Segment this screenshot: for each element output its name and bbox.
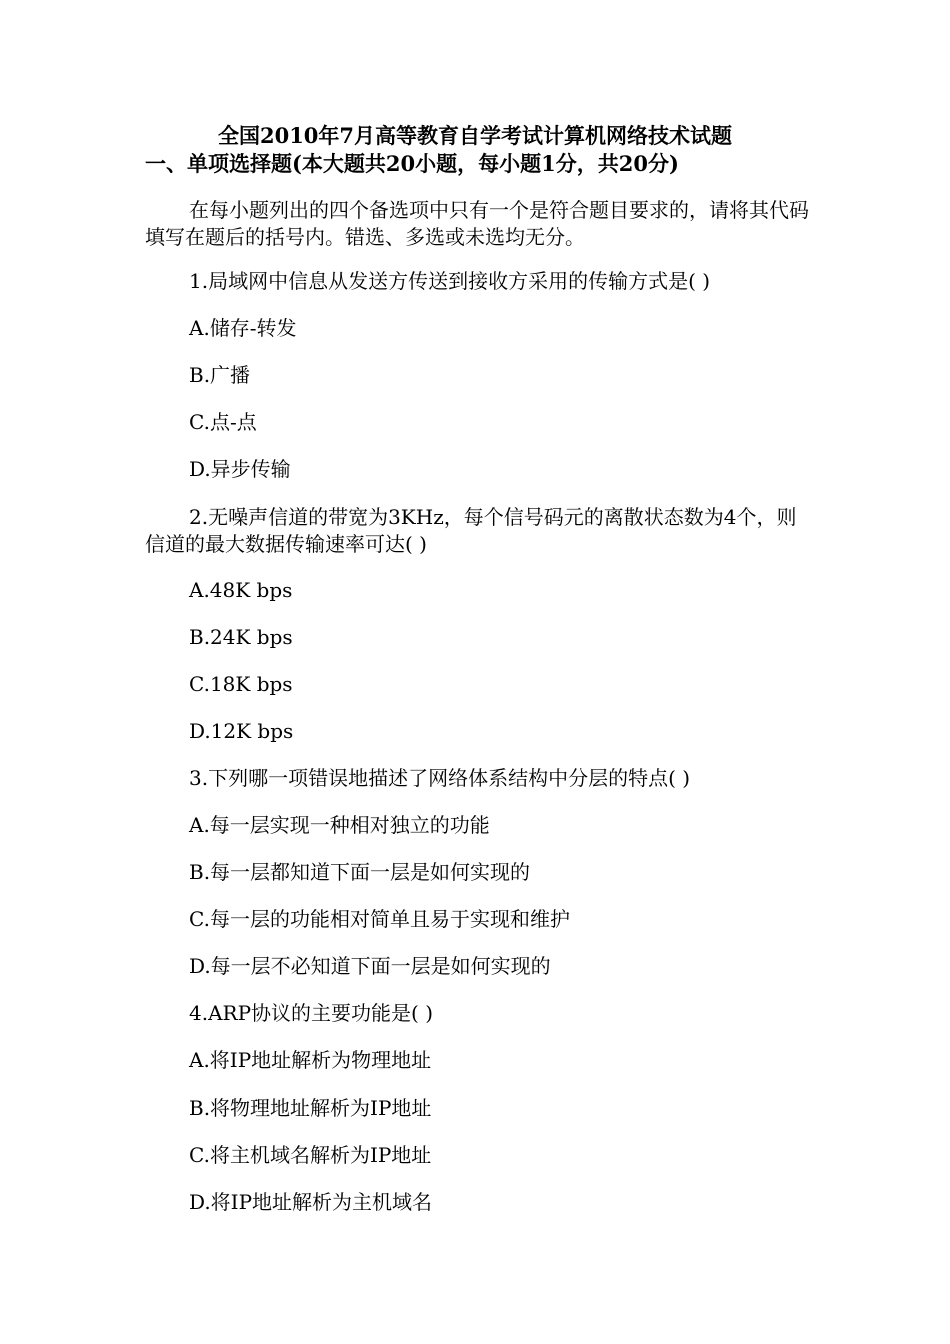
question-2-stem: 2.无噪声信道的带宽为3KHz，每个信号码元的离散状态数为4个，则信道的最大数据传输速率可达( ) [145,505,797,556]
question-3-option-a: A.每一层实现一种相对独立的功能 [189,813,490,837]
question-4-option-d: D.将IP地址解析为主机域名 [189,1190,433,1214]
question-4-stem: 4.ARP协议的主要功能是( ) [189,1001,434,1025]
question-1-option-b: B.广播 [189,363,251,387]
question-1-option-a: A.储存-转发 [189,316,297,340]
question-3-option-d: D.每一层不必知道下面一层是如何实现的 [189,954,551,978]
question-4-option-b: B.将物理地址解析为IP地址 [189,1096,432,1120]
question-1-option-d: D.异步传输 [189,457,291,481]
question-1-option-c: C.点-点 [189,410,257,434]
question-3-stem: 3.下列哪一项错误地描述了网络体系结构中分层的特点( ) [189,766,691,790]
question-4-option-a: A.将IP地址解析为物理地址 [189,1048,432,1072]
section-heading: 一、单项选择题(本大题共20小题，每小题1分，共20分) [145,151,679,176]
question-2-option-a: A.48K bps [189,578,293,602]
question-3-option-c: C.每一层的功能相对简单且易于实现和维护 [189,907,570,931]
question-2-option-c: C.18K bps [189,672,293,696]
question-4-option-c: C.将主机域名解析为IP地址 [189,1143,432,1167]
document-title: 全国2010年7月高等教育自学考试计算机网络技术试题 [217,123,733,148]
question-3-option-b: B.每一层都知道下面一层是如何实现的 [189,860,531,884]
question-2-option-d: D.12K bps [189,719,294,743]
question-1-stem: 1.局域网中信息从发送方传送到接收方采用的传输方式是( ) [189,269,711,293]
question-2-option-b: B.24K bps [189,625,293,649]
instructions-paragraph: 在每小题列出的四个备选项中只有一个是符合题目要求的，请将其代码填写在题后的括号内。错选、多选或未选均无分。 [145,198,809,249]
